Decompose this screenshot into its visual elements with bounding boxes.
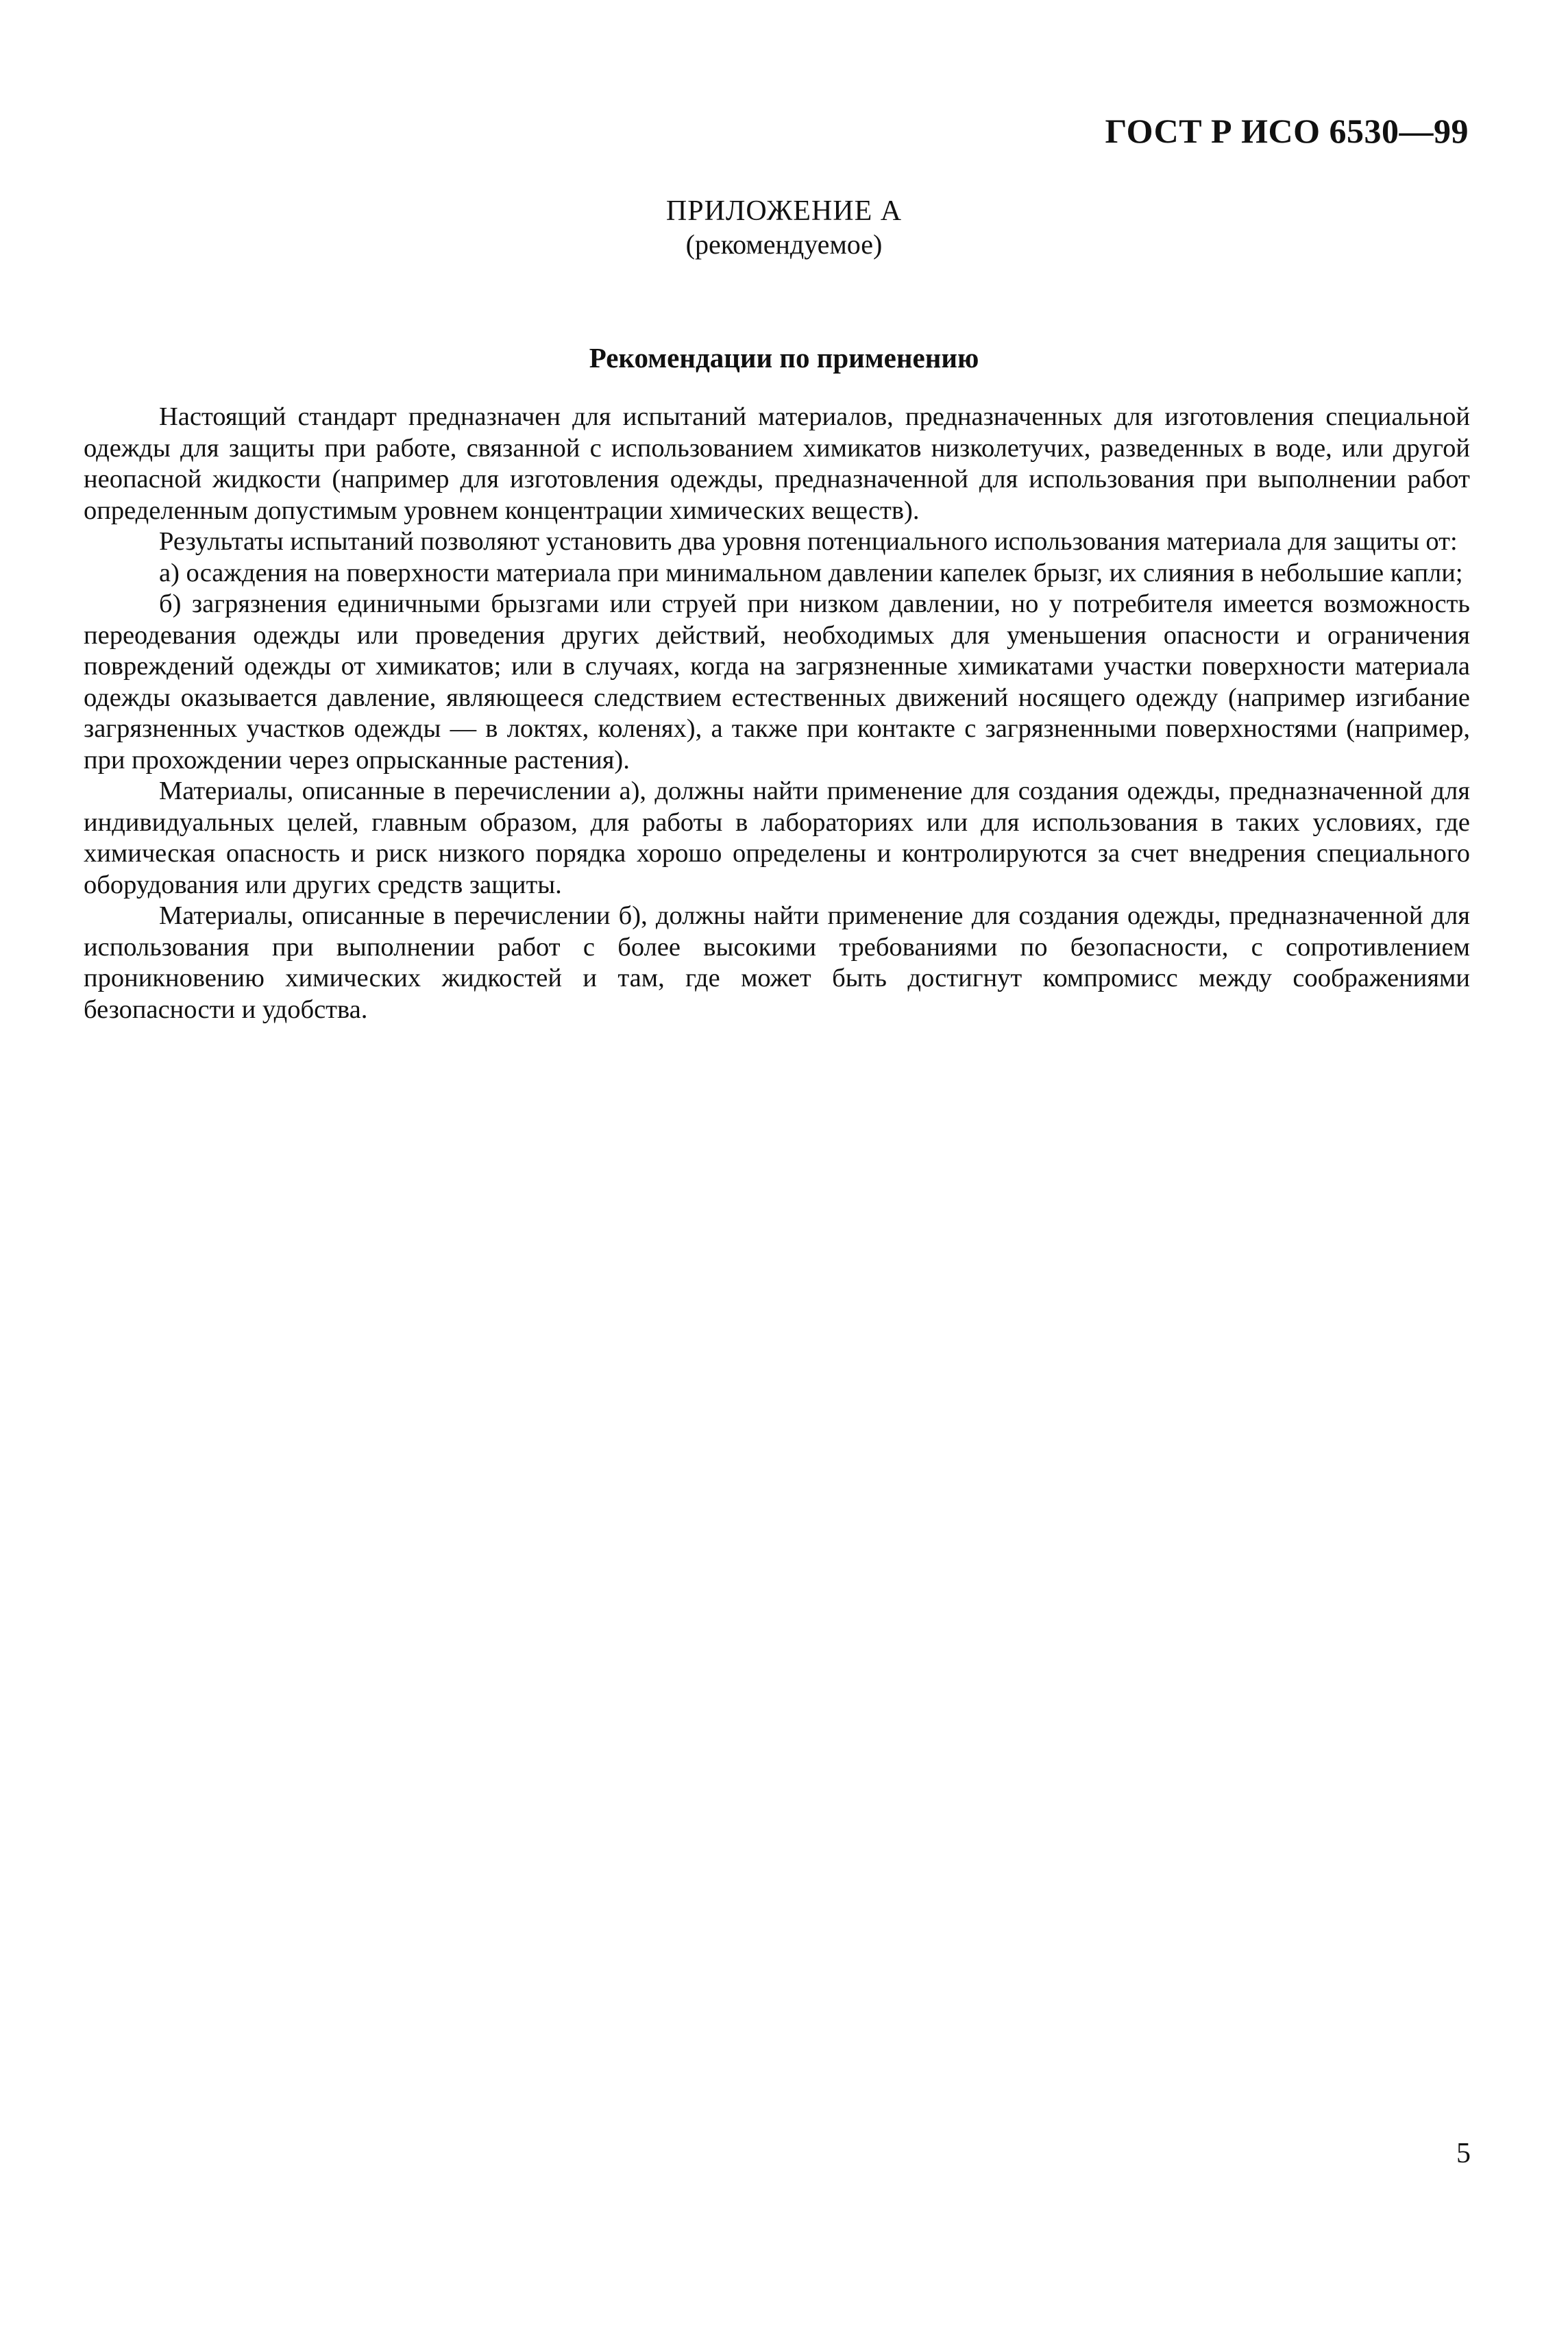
appendix-note: (рекомендуемое)	[685, 229, 883, 260]
appendix-title: ПРИЛОЖЕНИЕ А	[665, 195, 903, 227]
paragraph-purpose: Настоящий стандарт предназначен для испытаний материалов, предназначенных для изготовления специальной одежды для защиты при работе, связанной с использованием химикатов низколетучих, разведенных в воде, или другой неопасной жидкости (например для изготовления одежды, предназначенной для использования при выполнении работ определенным допустимым уровнем концентрации химических веществ).	[84, 402, 1470, 525]
body-text	[84, 402, 1470, 1025]
list-item-b: б) загрязнения единичными брызгами или струей при низком давлении, но у потребителя имеется возможность переодевания одежды или проведения других действий, необходимых для уменьшения опасности и ограничения повреждений одежды от химикатов; или в случаях, когда на загрязненные химикатами участки поверхности материала одежды оказывается давление, являющееся следствием естественных движений носящего одежду (например изгибание загрязненных участков одежды — в локтях, коленях), а также при контакте с загрязненными поверхностями (например, при прохождении через опрысканные растения).	[84, 589, 1470, 775]
paragraph-materials-b: Материалы, описанные в перечислении б), должны найти применение для создания одежды, предназначенной для использования при выполнении работ с более высокими требованиями по безопасности, с сопротивлением проникновению химических жидкостей и там, где может быть достигнут компромисс между соображениями безопасности и удобства.	[84, 901, 1470, 1024]
list-item-a: а) осаждения на поверхности материала при минимальном давлении капелек брызг, их слияния в небольшие капли;	[159, 558, 1463, 587]
document-code: ГОСТ Р ИСО 6530—99	[1105, 112, 1469, 150]
paragraph-materials-a: Материалы, описанные в перечислении а), должны найти применение для создания одежды, предназначенной для индивидуальных целей, главным образом, для работы в лабораториях или для использования в таких условиях, где химическая опасность и риск низкого порядка хорошо определены и контролируются за счет внедрения специального оборудования или других средств защиты.	[84, 777, 1470, 899]
section-heading: Рекомендации по применению	[589, 342, 979, 374]
paragraph-results: Результаты испытаний позволяют установить два уровня потенциального использования материала для защиты от:	[159, 527, 1458, 556]
page-number: 5	[1456, 2138, 1471, 2169]
appendix-header	[0, 193, 1568, 260]
